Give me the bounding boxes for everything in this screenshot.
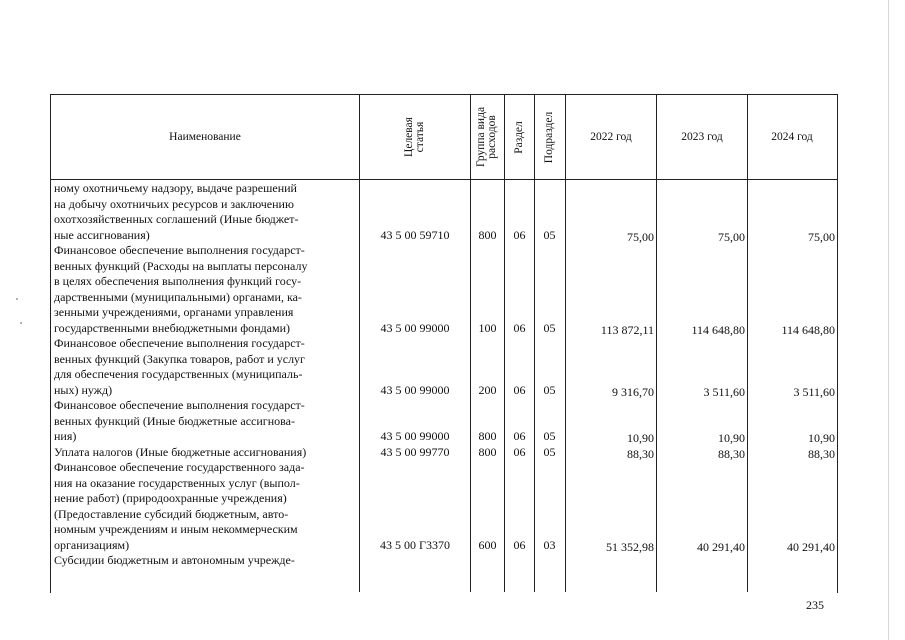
row-name	[54, 553, 357, 569]
row-value-2024: 10,90	[808, 431, 835, 445]
row-section: 06	[513, 227, 526, 242]
row-name-line: венных функций (Закупка товаров, работ и услуг	[54, 351, 305, 366]
row-name-line: на добычу охотничьих ресурсов и заключению	[54, 196, 294, 211]
row-name-line: охотхозяйственных соглашений (Иные бюджет-	[54, 212, 299, 226]
row-subsection: 05	[543, 382, 556, 397]
row-name-line: Финансовое обеспечение выполнения государст-	[54, 336, 305, 350]
row-name-line: государственными внебюджетными фондами)	[54, 320, 291, 335]
row-name-line: Финансовое обеспечение государственного зада-	[54, 460, 305, 474]
row-section: 06	[513, 429, 526, 443]
row-subsection: 03	[543, 537, 556, 552]
header-section	[505, 95, 534, 179]
row-name	[54, 243, 357, 336]
header-group	[471, 95, 504, 179]
row-value-2022: 75,00	[627, 229, 654, 244]
row-name-line: ному охотничьему надзору, выдаче разрешений	[54, 181, 297, 195]
page-edge	[888, 0, 889, 640]
row-name-line: для обеспечения государственных (муниципаль-	[54, 367, 303, 381]
row-name-line: ных) нужд)	[54, 382, 113, 397]
header-group-text: Группа вида расходов	[475, 106, 499, 168]
row-name	[54, 336, 357, 398]
header-year-2022: 2022 год	[590, 131, 632, 143]
row-code: 43 5 00 99000	[380, 382, 450, 397]
row-subsection: 05	[543, 444, 556, 459]
row-value-2023: 75,00	[718, 229, 745, 244]
row-subsection: 05	[543, 320, 556, 335]
row-code: 43 5 00 Г3370	[380, 537, 450, 552]
header-code-text: Целевая статья	[403, 117, 426, 157]
header-year-2024: 2024 год	[771, 131, 813, 143]
scan-speck	[20, 322, 22, 324]
row-code: 43 5 00 99000	[380, 320, 450, 335]
row-subsection: 05	[543, 429, 556, 443]
row-value-2022: 9 316,70	[612, 384, 654, 399]
row-section: 06	[513, 537, 526, 552]
row-value-2022: 51 352,98	[606, 539, 654, 554]
row-value-2022: 10,90	[627, 431, 654, 445]
header-divider	[50, 179, 837, 180]
row-name-line: нение работ) (природоохранные учреждения)	[54, 491, 287, 505]
row-section: 06	[513, 444, 526, 459]
scan-speck	[16, 298, 18, 300]
row-subsection: 05	[543, 227, 556, 242]
row-value-2022: 88,30	[627, 446, 654, 461]
row-value-2024: 75,00	[808, 229, 835, 244]
row-expense-group: 200	[478, 382, 497, 397]
row-section: 06	[513, 320, 526, 335]
row-name-line: Субсидии бюджетным и автономным учрежде-	[54, 553, 295, 567]
header-subsection	[535, 95, 565, 179]
row-value-2023: 114 648,80	[691, 322, 745, 337]
header-section-text: Раздел	[513, 120, 525, 154]
page-number: 235	[806, 598, 824, 612]
row-value-2023: 88,30	[718, 446, 745, 461]
row-name-line: дарственными (муниципальными) органами, ка-	[54, 289, 302, 304]
row-expense-group: 800	[478, 227, 497, 242]
header-subsection-text: Подраздел	[543, 111, 556, 163]
row-name-line: Финансовое обеспечение выполнения государст-	[54, 398, 305, 412]
row-expense-group: 800	[478, 444, 497, 459]
row-code: 43 5 00 59710	[380, 227, 450, 242]
header-name-text: Наименование	[169, 131, 241, 143]
row-name-line: номным учреждениям и иным некоммерческим	[54, 522, 298, 536]
row-expense-group: 800	[478, 429, 497, 443]
row-name-line: венных функций (Иные бюджетные ассигнова-	[54, 413, 295, 428]
row-code: 43 5 00 99770	[380, 444, 450, 459]
header-year-2023: 2023 год	[681, 131, 723, 143]
row-code: 43 5 00 99000	[380, 429, 450, 443]
row-value-2022: 113 872,11	[600, 322, 654, 337]
row-name-line: ния)	[54, 429, 77, 443]
row-name	[54, 398, 357, 445]
header-name	[51, 95, 359, 179]
header-code	[360, 95, 470, 179]
row-name	[54, 445, 357, 461]
row-value-2024: 88,30	[808, 446, 835, 461]
row-name	[54, 181, 357, 243]
row-expense-group: 600	[478, 537, 497, 552]
row-name-line: ные ассигнования)	[54, 227, 150, 242]
row-name-line: Финансовое обеспечение выполнения государст-	[54, 243, 305, 257]
row-name-line: венных функций (Расходы на выплаты персоналу	[54, 258, 308, 273]
row-value-2023: 10,90	[718, 431, 745, 445]
row-name-line: (Предоставление субсидий бюджетным, авто-	[54, 506, 289, 521]
row-name-line: в целях обеспечения выполнения функций госу-	[54, 274, 302, 288]
row-name-line: зенными учреждениями, органами управления	[54, 305, 294, 319]
row-value-2024: 3 511,60	[793, 384, 835, 399]
row-name-line: организациям)	[54, 537, 130, 552]
row-value-2024: 40 291,40	[787, 539, 835, 554]
row-name-line: ния на оказание государственных услуг (выпол-	[54, 475, 300, 490]
row-expense-group: 100	[478, 320, 497, 335]
row-value-2023: 3 511,60	[703, 384, 745, 399]
row-name	[54, 460, 357, 553]
row-value-2024: 114 648,80	[781, 322, 835, 337]
row-value-2023: 40 291,40	[697, 539, 745, 554]
row-name-line: Уплата налогов (Иные бюджетные ассигнования)	[54, 444, 307, 459]
row-section: 06	[513, 382, 526, 397]
